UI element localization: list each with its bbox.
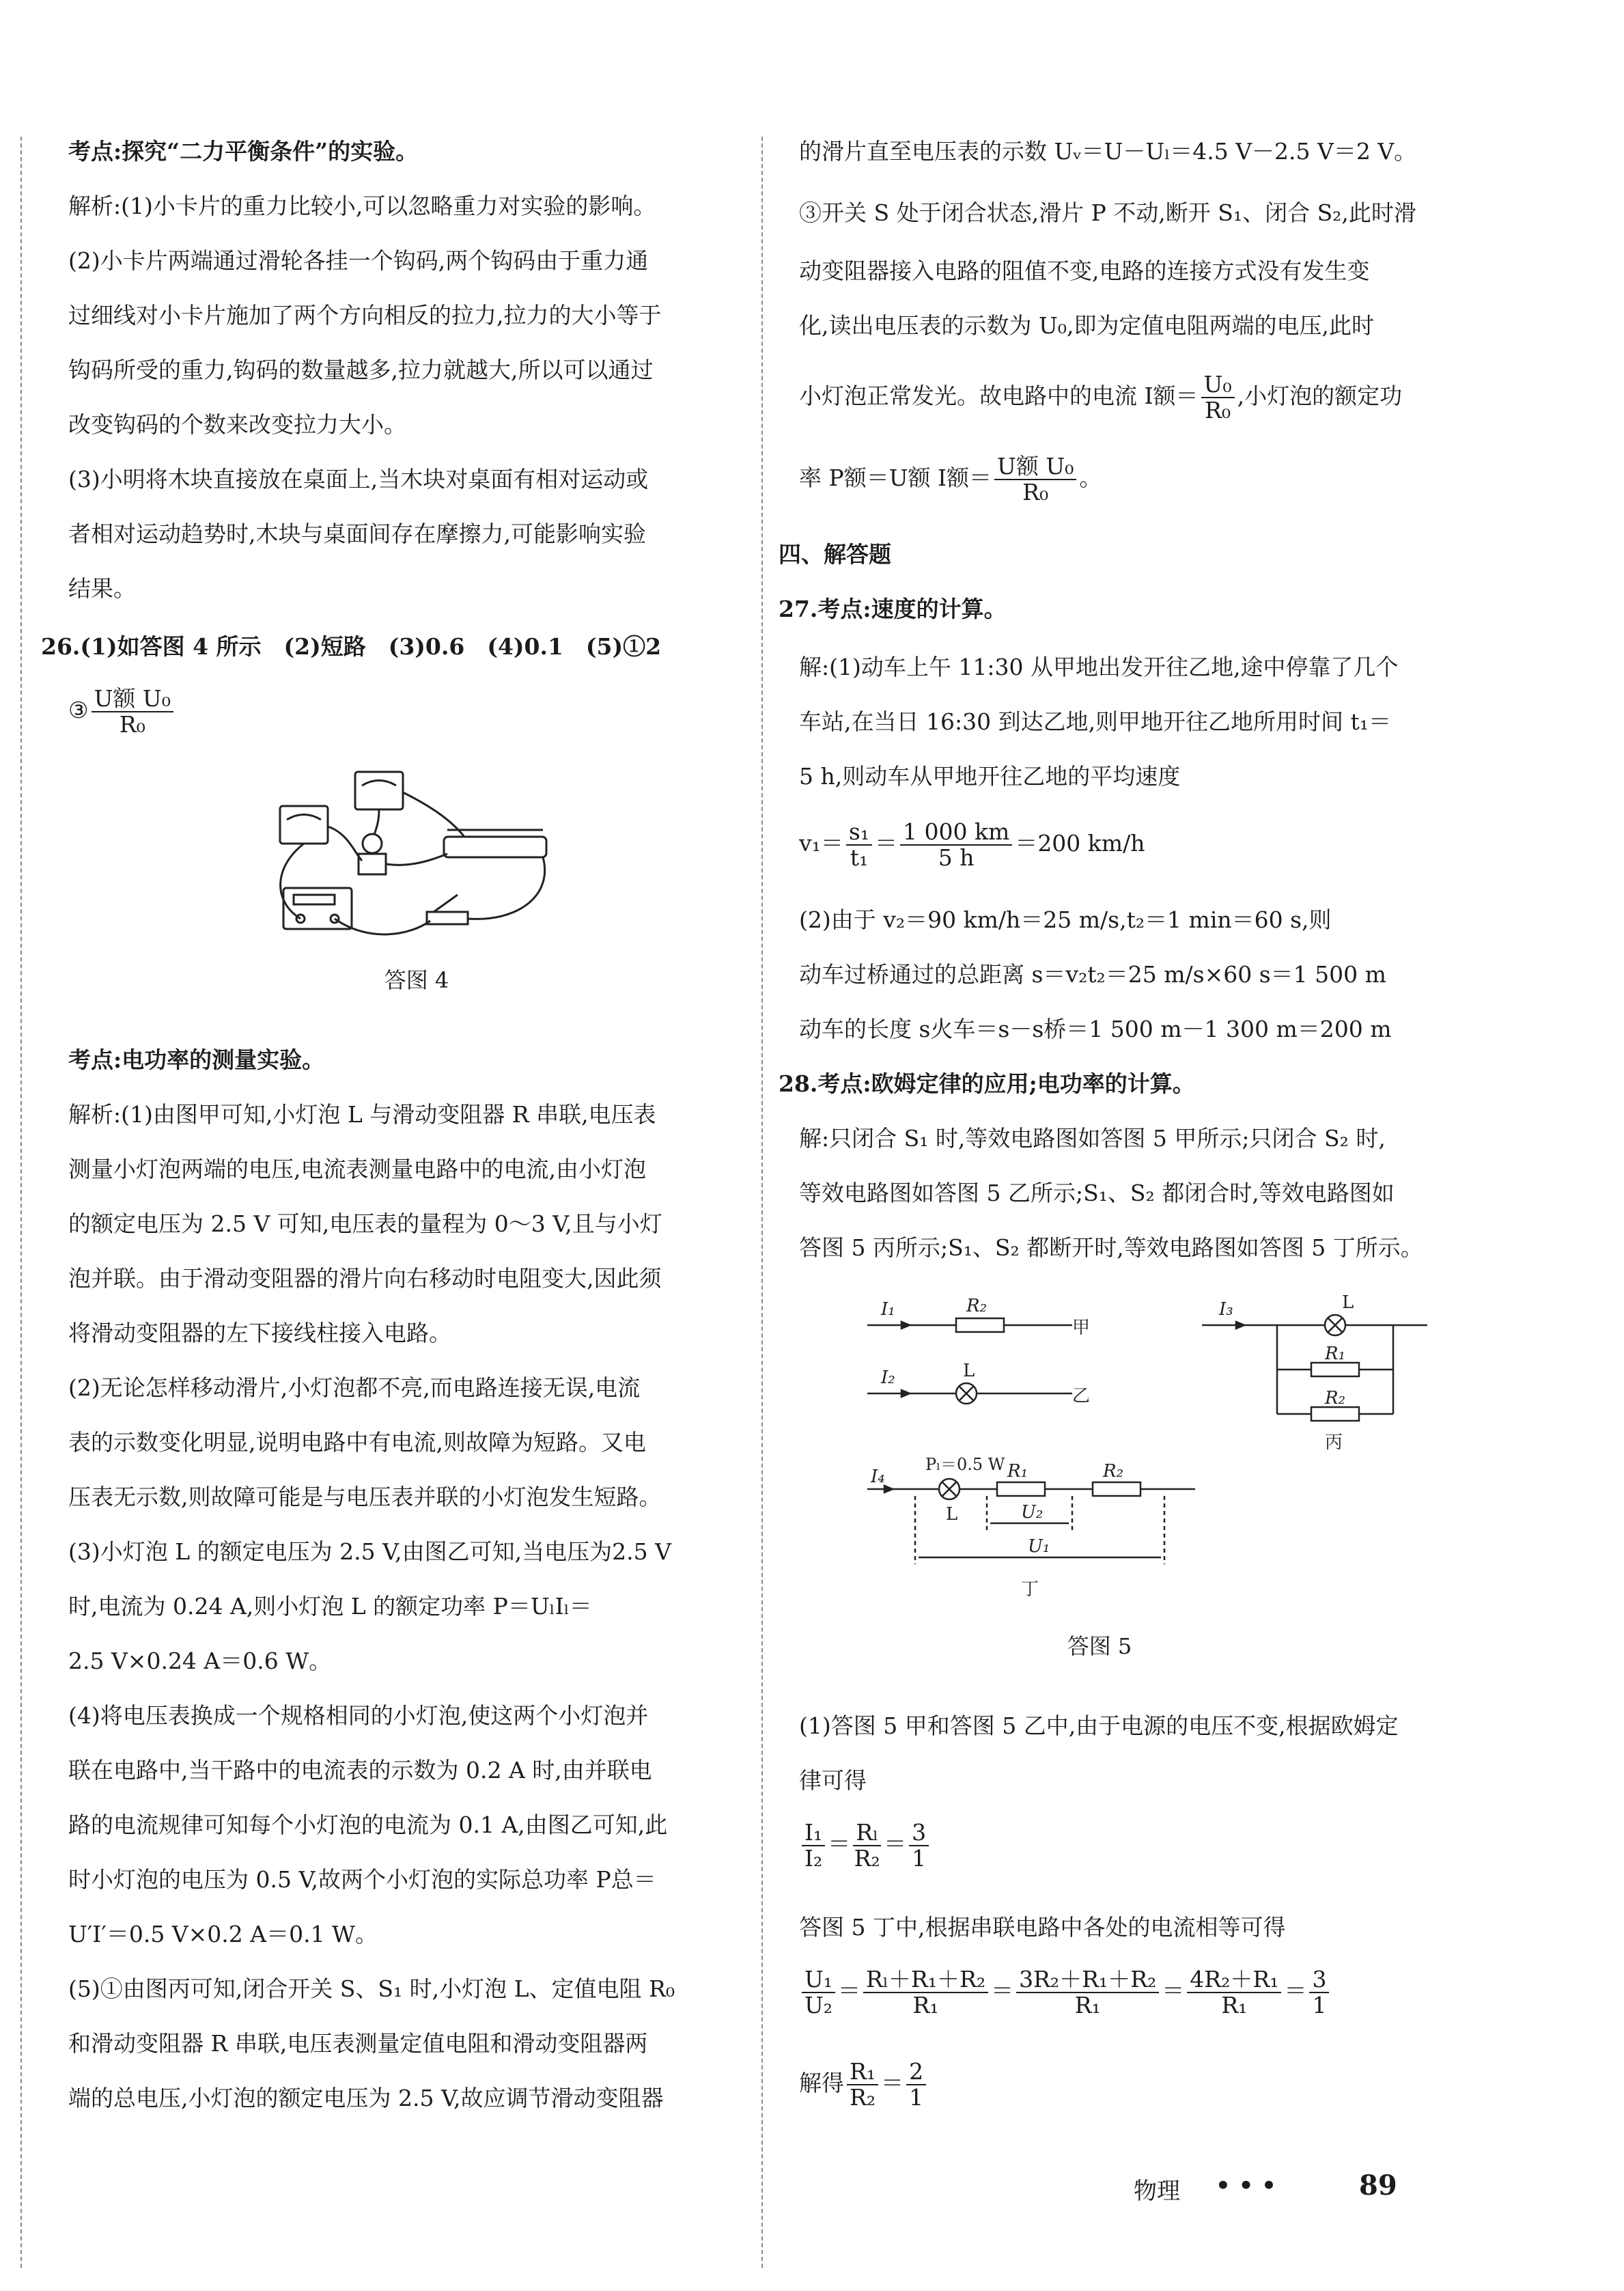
column-separator-left <box>20 137 22 2268</box>
label-u1: U₁ <box>1028 1536 1050 1557</box>
section-heading: 四、解答题 <box>779 541 891 568</box>
text-line: 动变阻器接入电路的阻值不变,电路的连接方式没有发生变 <box>799 258 1370 284</box>
text-line: 者相对运动趋势时,木块与桌面间存在摩擦力,可能影响实验 <box>68 520 646 547</box>
text-line: (3)小灯泡 L 的额定电压为 2.5 V,由图乙可知,当电压为2.5 V <box>68 1538 671 1565</box>
text-line: 车站,在当日 16:30 到达乙地,则甲地开往乙地所用时间 t₁＝ <box>799 708 1392 735</box>
figure-4-caption: 答图 4 <box>384 967 449 993</box>
page-number: 89 <box>1359 2169 1397 2202</box>
label-jia: 甲 <box>1072 1318 1091 1338</box>
text-line: 结果。 <box>68 575 136 602</box>
rheostat-icon <box>444 837 546 857</box>
label-u2: U₂ <box>1021 1502 1044 1523</box>
fraction: U额 U₀ R₀ <box>994 454 1076 505</box>
ammeter-icon <box>280 806 328 844</box>
ratio-equation-1: $\frac{\text{I₁}}{\text{I₂}}$ ＝ $\frac{\text{Rₗ}}{\text{R₂}}$ ＝ $\frac{3}{1}$ <box>799 1820 932 1871</box>
text-line: 时小灯泡的电压为 0.5 V,故两个小灯泡的实际总功率 P总＝ <box>68 1866 656 1893</box>
figure-5-caption: 答图 5 <box>1067 1633 1132 1659</box>
text-line: 钩码所受的重力,钩码的数量越多,拉力就越大,所以可以通过 <box>68 357 654 383</box>
footer-subject: 物理 <box>1134 2178 1180 2205</box>
footer <box>1134 2169 1420 2206</box>
label-i3: I₃ <box>1219 1299 1233 1320</box>
text-line: (2)由于 v₂＝90 km/h＝25 m/s,t₂＝1 min＝60 s,则 <box>799 906 1332 933</box>
text-line: 答图 5 丁中,根据串联电路中各处的电流相等可得 <box>799 1914 1286 1941</box>
text-line: 表的示数变化明显,说明电路中有电流,则故障为短路。又电 <box>68 1429 646 1456</box>
text-line: 化,读出电压表的示数为 U₀,即为定值电阻两端的电压,此时 <box>799 312 1374 339</box>
text-line: U′I′＝0.5 V×0.2 A＝0.1 W。 <box>68 1921 378 1947</box>
question-27: 27.考点:速度的计算。 <box>779 596 1007 622</box>
text-line: 泡并联。由于滑动变阻器的滑片向右移动时电阻变大,因此须 <box>68 1265 662 1292</box>
text-line: 动车的长度 s火车＝s－s桥＝1 500 m－1 300 m＝200 m <box>799 1016 1392 1042</box>
text-line: 动车过桥通过的总距离 s＝v₂t₂＝25 m/s×60 s＝1 500 m <box>799 961 1386 988</box>
label-i4: I₄ <box>871 1467 885 1487</box>
question-28: 28.考点:欧姆定律的应用;电功率的计算。 <box>779 1070 1195 1097</box>
column-separator-mid <box>761 137 763 2268</box>
label-i1: I₁ <box>881 1299 895 1320</box>
fraction: $\frac{\text{4R₂＋R₁}}{\text{R₁}}$ <box>1187 1967 1281 2018</box>
label-r1: R₁ <box>1007 1461 1028 1482</box>
fraction: $\frac{\text{Rₗ＋R₁＋R₂}}{\text{R₁}}$ <box>863 1967 988 2018</box>
label-ding: 丁 <box>1021 1579 1039 1600</box>
text-line: 联在电路中,当干路中的电流表的示数为 0.2 A 时,由并联电 <box>68 1757 652 1783</box>
resistor-icon <box>997 1482 1045 1496</box>
fraction: $\frac{\text{I₁}}{\text{I₂}}$ <box>802 1820 825 1871</box>
text-line: 端的总电压,小灯泡的额定电压为 2.5 V,故应调节滑动变阻器 <box>68 2085 664 2111</box>
label-r1: R₁ <box>1325 1344 1345 1364</box>
lamp-icon <box>363 834 382 853</box>
text-line: (3)小明将木块直接放在桌面上,当木块对桌面有相对运动或 <box>68 466 649 492</box>
text-line: 律可得 <box>799 1767 867 1794</box>
text-line: 2.5 V×0.24 A＝0.6 W。 <box>68 1648 332 1674</box>
fraction: $\frac{\text{U₁}}{\text{U₂}}$ <box>802 1967 835 2018</box>
text-line: (1)答图 5 甲和答图 5 乙中,由于电源的电压不变,根据欧姆定 <box>799 1712 1399 1739</box>
label-r2: R₂ <box>1103 1461 1123 1482</box>
text-line: 将滑动变阻器的左下接线柱接入电路。 <box>68 1320 451 1346</box>
voltmeter-icon <box>355 772 403 809</box>
label-i2: I₂ <box>881 1367 895 1388</box>
text-line-with-fraction: 率 P额＝U额 I额＝ U额 U₀ R₀ 。 <box>799 453 1102 505</box>
lamp-holder-icon <box>359 854 386 874</box>
text-line: 答图 5 丙所示;S₁、S₂ 都断开时,等效电路图如答图 5 丁所示。 <box>799 1234 1423 1261</box>
label-yi: 乙 <box>1072 1386 1091 1406</box>
fraction: $\frac{\text{s₁}}{\text{t₁}}$ <box>846 820 872 870</box>
fraction: $\frac{\text{U₀}}{\text{R₀}}$ <box>1201 372 1235 423</box>
text-line: 的滑片直至电压表的示数 Uᵥ＝U－Uₗ＝4.5 V－2.5 V＝2 V。 <box>799 138 1417 165</box>
velocity-equation: v₁＝ $\frac{\text{s₁}}{\text{t₁}}$ ＝ $\frac{1 000 km}{5 h}$ ＝200 km/h <box>799 818 1145 871</box>
text-line: (5)①由图丙可知,闭合开关 S、S₁ 时,小灯泡 L、定值电阻 R₀ <box>68 1975 675 2002</box>
fraction: $\frac{\text{Rₗ}}{\text{R₂}}$ <box>854 1819 880 1872</box>
fraction: $\frac{\text{3R₂＋R₁＋R₂}}{\text{R₁}}$ <box>1016 1967 1159 2018</box>
figure-5-circuits <box>854 1284 1455 1612</box>
q26-answer-5-3 <box>68 686 176 737</box>
label-l: L <box>1342 1292 1354 1313</box>
text-line: 解析:(1)小卡片的重力比较小,可以忽略重力对实验的影响。 <box>68 193 656 219</box>
text-line: ③开关 S 处于闭合状态,滑片 P 不动,断开 S₁、闭合 S₂,此时滑 <box>799 199 1416 226</box>
text-line: 解:(1)动车上午 11:30 从甲地出发开往乙地,途中停靠了几个 <box>799 654 1399 680</box>
text-line: 解析:(1)由图甲可知,小灯泡 L 与滑动变阻器 R 串联,电压表 <box>68 1101 656 1128</box>
resistor-icon <box>1093 1482 1140 1496</box>
text-line-with-fraction: 小灯泡正常发光。故电路中的电流 I额＝ $\frac{\text{U₀}}{\text{R₀}}$ ,小灯泡的额定功 <box>799 371 1403 424</box>
text-line: 的额定电压为 2.5 V 可知,电压表的量程为 0～3 V,且与小灯 <box>68 1210 662 1237</box>
text-line: 测量小灯泡两端的电压,电流表测量电路中的电流,由小灯泡 <box>68 1156 646 1182</box>
text-line: 改变钩码的个数来改变拉力大小。 <box>68 411 406 438</box>
resistor-icon <box>956 1318 1004 1332</box>
resistor-icon <box>1311 1407 1359 1421</box>
text-line: 考点:探究“二力平衡条件”的实验。 <box>68 138 419 165</box>
circled-3: ③ <box>68 697 89 723</box>
text-line: 时,电流为 0.24 A,则小灯泡 L 的额定功率 P＝UₗIₗ＝ <box>68 1593 592 1620</box>
fraction: $\frac{1 000 km}{5 h}$ <box>900 820 1012 870</box>
text-line: 考点:电功率的测量实验。 <box>68 1046 325 1073</box>
question-26: 26.(1)如答图 4 所示 (2)短路 (3)0.6 (4)0.1 (5)①2 <box>41 633 662 660</box>
text-line: (4)将电压表换成一个规格相同的小灯泡,使这两个小灯泡并 <box>68 1702 649 1729</box>
figure-4-apparatus <box>260 765 574 949</box>
label-bing: 丙 <box>1325 1432 1343 1453</box>
ratio-equation-2: $\frac{\text{U₁}}{\text{U₂}}$ ＝ $\frac{\text{Rₗ＋R₁＋R₂}}{\text{R₁}}$ ＝ $\frac{\text{3R₂＋R₁＋R₂}}{\text{R₁}}$ ＝ $\frac{\text{4R₂＋R₁}}{\text{R₁}}$ ＝ $\frac{3}{1}$ <box>799 1967 1332 2018</box>
label-pl: Pₗ＝0.5 W <box>925 1455 1005 1474</box>
label-l: L <box>963 1361 975 1381</box>
fraction: $\frac{3}{1}$ <box>909 1820 929 1871</box>
fraction: U额 U₀ R₀ <box>92 686 173 737</box>
text-line: 压表无示数,则故障可能是与电压表并联的小灯泡发生短路。 <box>68 1484 662 1510</box>
label-r2: R₂ <box>1325 1388 1345 1408</box>
text-line: 路的电流规律可知每个小灯泡的电流为 0.1 A,由图乙可知,此 <box>68 1811 668 1838</box>
text-line: (2)小卡片两端通过滑轮各挂一个钩码,两个钩码由于重力通 <box>68 247 649 274</box>
text-line: 过细线对小卡片施加了两个方向相反的拉力,拉力的大小等于 <box>68 302 662 329</box>
ratio-equation-3: 解得 $\frac{\text{R₁}}{\text{R₂}}$ ＝ $\frac{2}{1}$ <box>799 2059 929 2110</box>
label-r2: R₂ <box>966 1296 987 1316</box>
switch-icon <box>427 912 468 924</box>
text-line: 解:只闭合 S₁ 时,等效电路图如答图 5 甲所示;只闭合 S₂ 时, <box>799 1125 1386 1152</box>
label-l: L <box>946 1504 958 1525</box>
text-line: 等效电路图如答图 5 乙所示;S₁、S₂ 都闭合时,等效电路图如 <box>799 1180 1395 1206</box>
text-line: 5 h,则动车从甲地开往乙地的平均速度 <box>799 763 1181 790</box>
footer-dots: • • • <box>1216 2172 1276 2199</box>
resistor-icon <box>1311 1363 1359 1376</box>
fraction: $\frac{\text{R₁}}{\text{R₂}}$ <box>847 2059 878 2110</box>
fraction: $\frac{2}{1}$ <box>906 2059 926 2110</box>
fraction: $\frac{3}{1}$ <box>1309 1967 1329 2018</box>
text-line: (2)无论怎样移动滑片,小灯泡都不亮,而电路连接无误,电流 <box>68 1374 641 1401</box>
text-line: 和滑动变阻器 R 串联,电压表测量定值电阻和滑动变阻器两 <box>68 2030 648 2057</box>
